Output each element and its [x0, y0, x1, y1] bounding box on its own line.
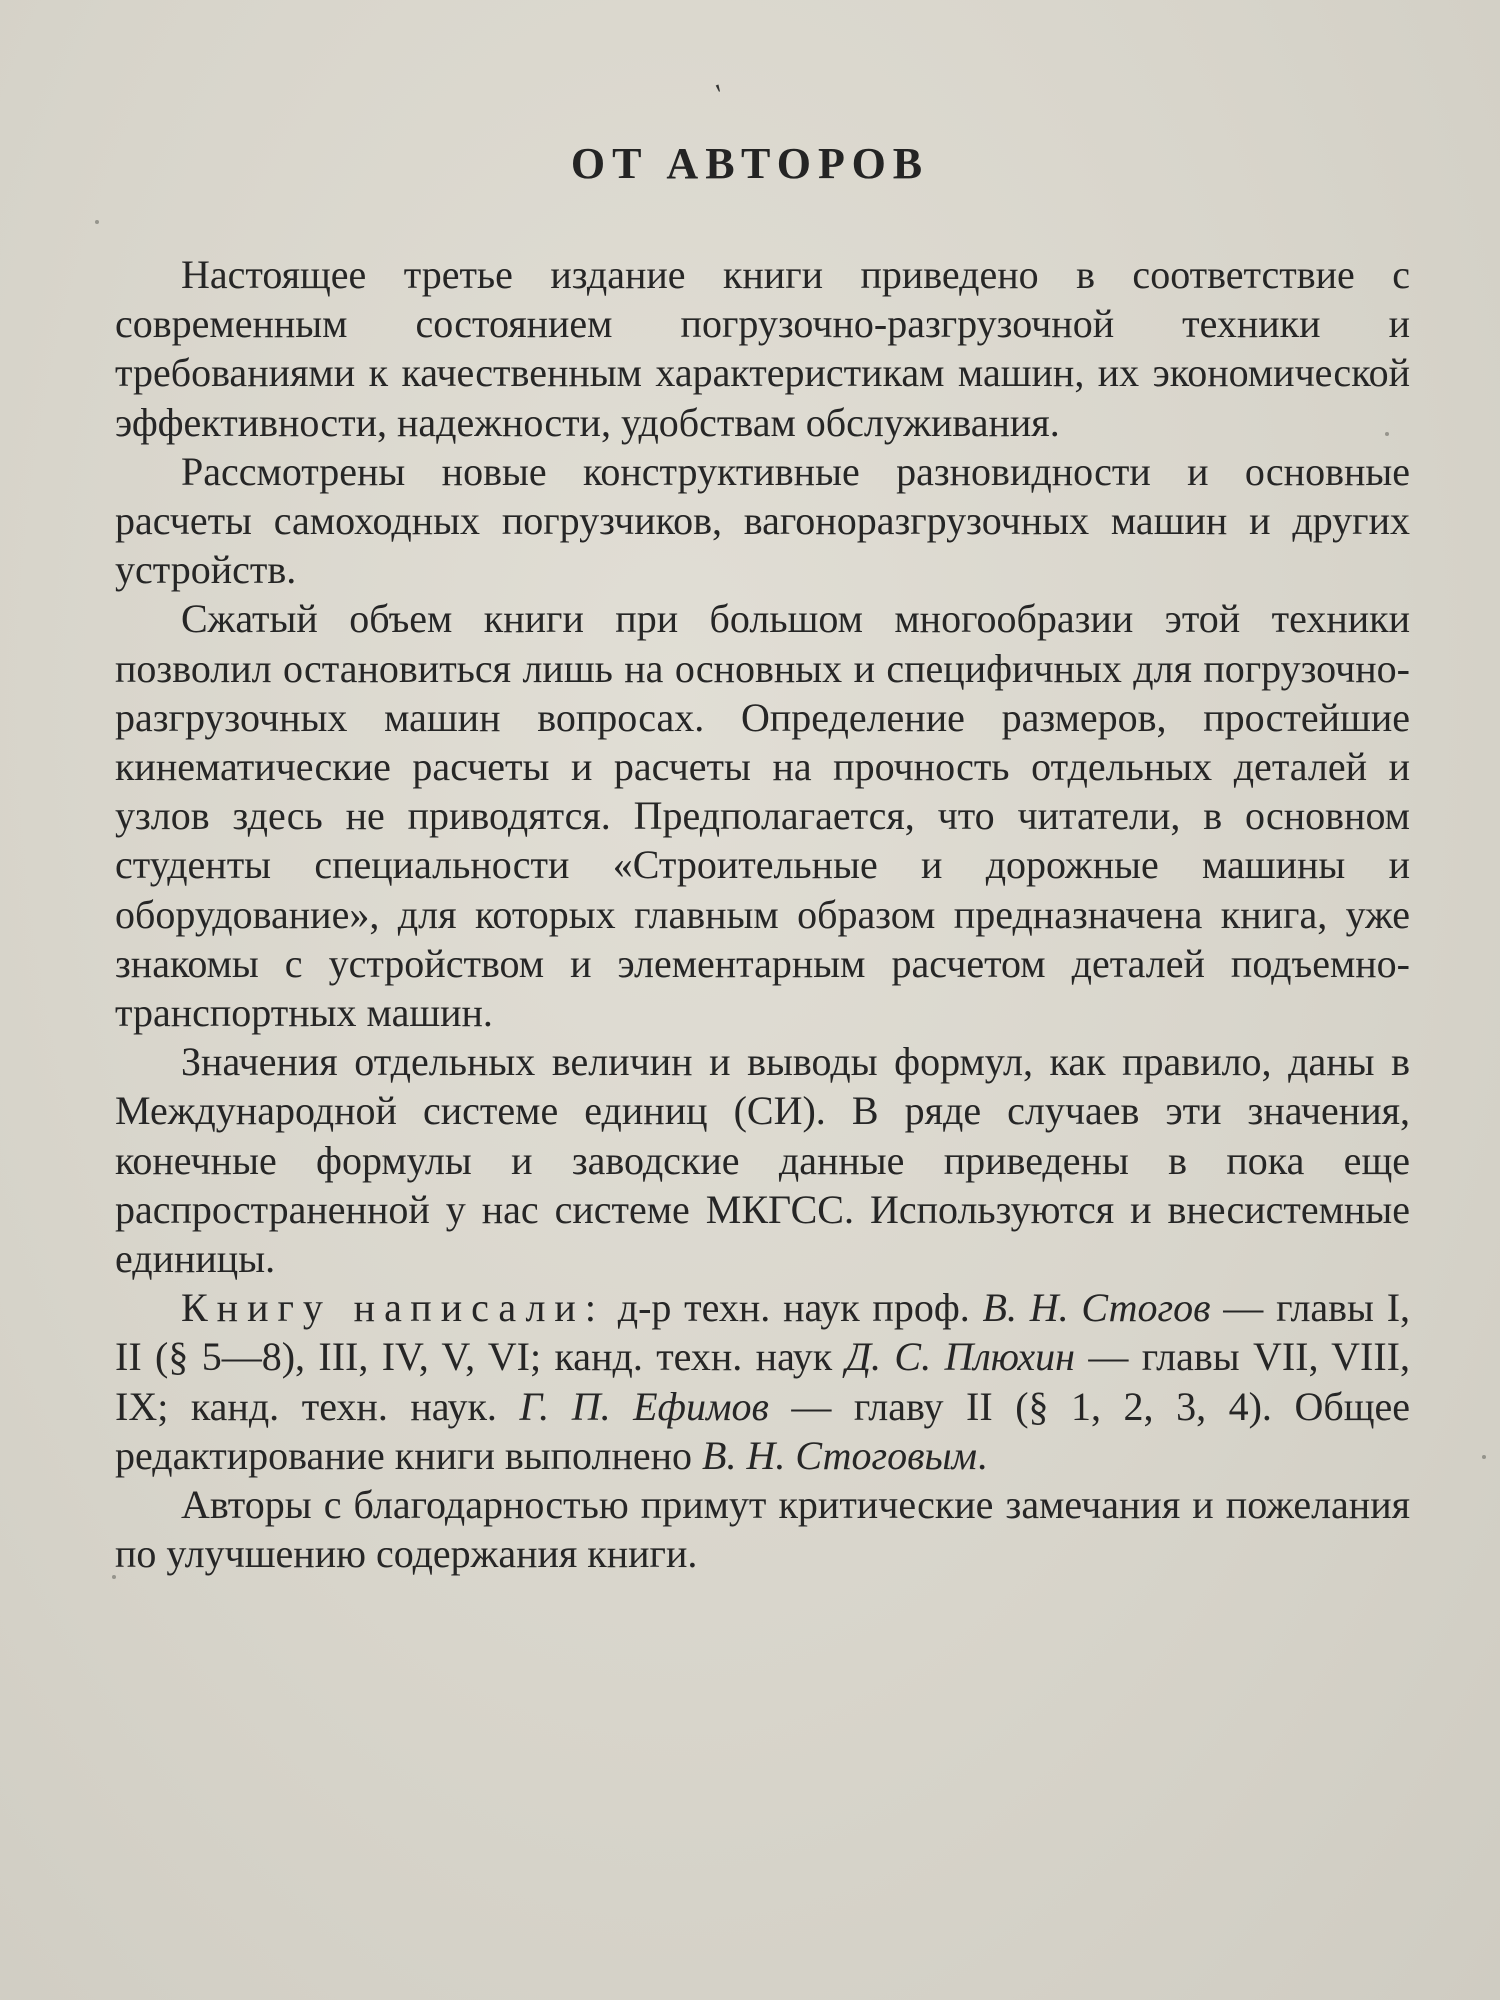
author-name-stogov: В. Н. Стогов [982, 1285, 1211, 1331]
authors-lead: Книгу написали: [181, 1285, 605, 1331]
page-mark: ' [712, 78, 729, 111]
author-name-plyukhin: Д. С. Плюхин [845, 1334, 1076, 1380]
paragraph-5-authors [115, 1283, 1410, 1480]
paragraph-2: Рассмотрены новые конструктивные разновидности и основные расчеты самоходных погрузчиков, вагоноразгрузочных машин и других устройств. [115, 448, 1410, 593]
paper-speck [1482, 1455, 1486, 1459]
author-name-efimov: Г. П. Ефимов [519, 1383, 769, 1429]
paragraph-4: Значения отдельных величин и выводы формул, как правило, даны в Международной системе единиц (СИ). В ряде случаев эти значения, конечные формулы и заводские данные приведены в пока еще распространенной у нас системе МКГСС. Используются и внесистемные единицы. [115, 1039, 1410, 1282]
paragraph-6: Авторы с благодарностью примут критические замечания и пожелания по улучшению содержания книги. [115, 1482, 1410, 1577]
authors-text-2: — главы I, II (§ 5—8), III, IV, V, VI; канд. техн. наук [115, 1285, 1411, 1380]
editor-name-stogov: В. Н. Стоговым [702, 1432, 978, 1478]
page-title: ОТ АВТОРОВ [570, 139, 930, 188]
paragraph-3: Сжатый объем книги при большом многообразии этой техники позволил остановиться лишь на основных и специфичных для погрузочно-разгрузочных машин вопросах. Определение размеров, простейшие кинематические расчеты и расчеты на прочность отдельных деталей и узлов здесь не приводятся. Предполагается, что читатели, в основном студенты специальности «Строительные и дорожные машины и оборудование», для которых главным образом предназначена книга, уже знакомы с устройством и элементарным расчетом деталей подъемно-транспортных машин. [115, 596, 1410, 1036]
authors-text-5: . [977, 1432, 988, 1478]
authors-text-4: — главу II (§ 1, 2, 3, 4). Общее редактирование книги выполнено [115, 1383, 1410, 1478]
paper-speck [95, 220, 99, 224]
paragraph-1: Настоящее третье издание книги приведено в соответствие с современным состоянием погрузочно-разгрузочной техники и требованиями к качественным характеристикам машин, их экономической эффективности, надежности, удобствам обслуживания. [115, 252, 1410, 445]
body-text [115, 250, 1410, 1578]
authors-text-3: — главы VII, VIII, IX; канд. техн. наук. [115, 1334, 1410, 1429]
authors-text-1: д-р техн. наук проф. [604, 1285, 983, 1331]
